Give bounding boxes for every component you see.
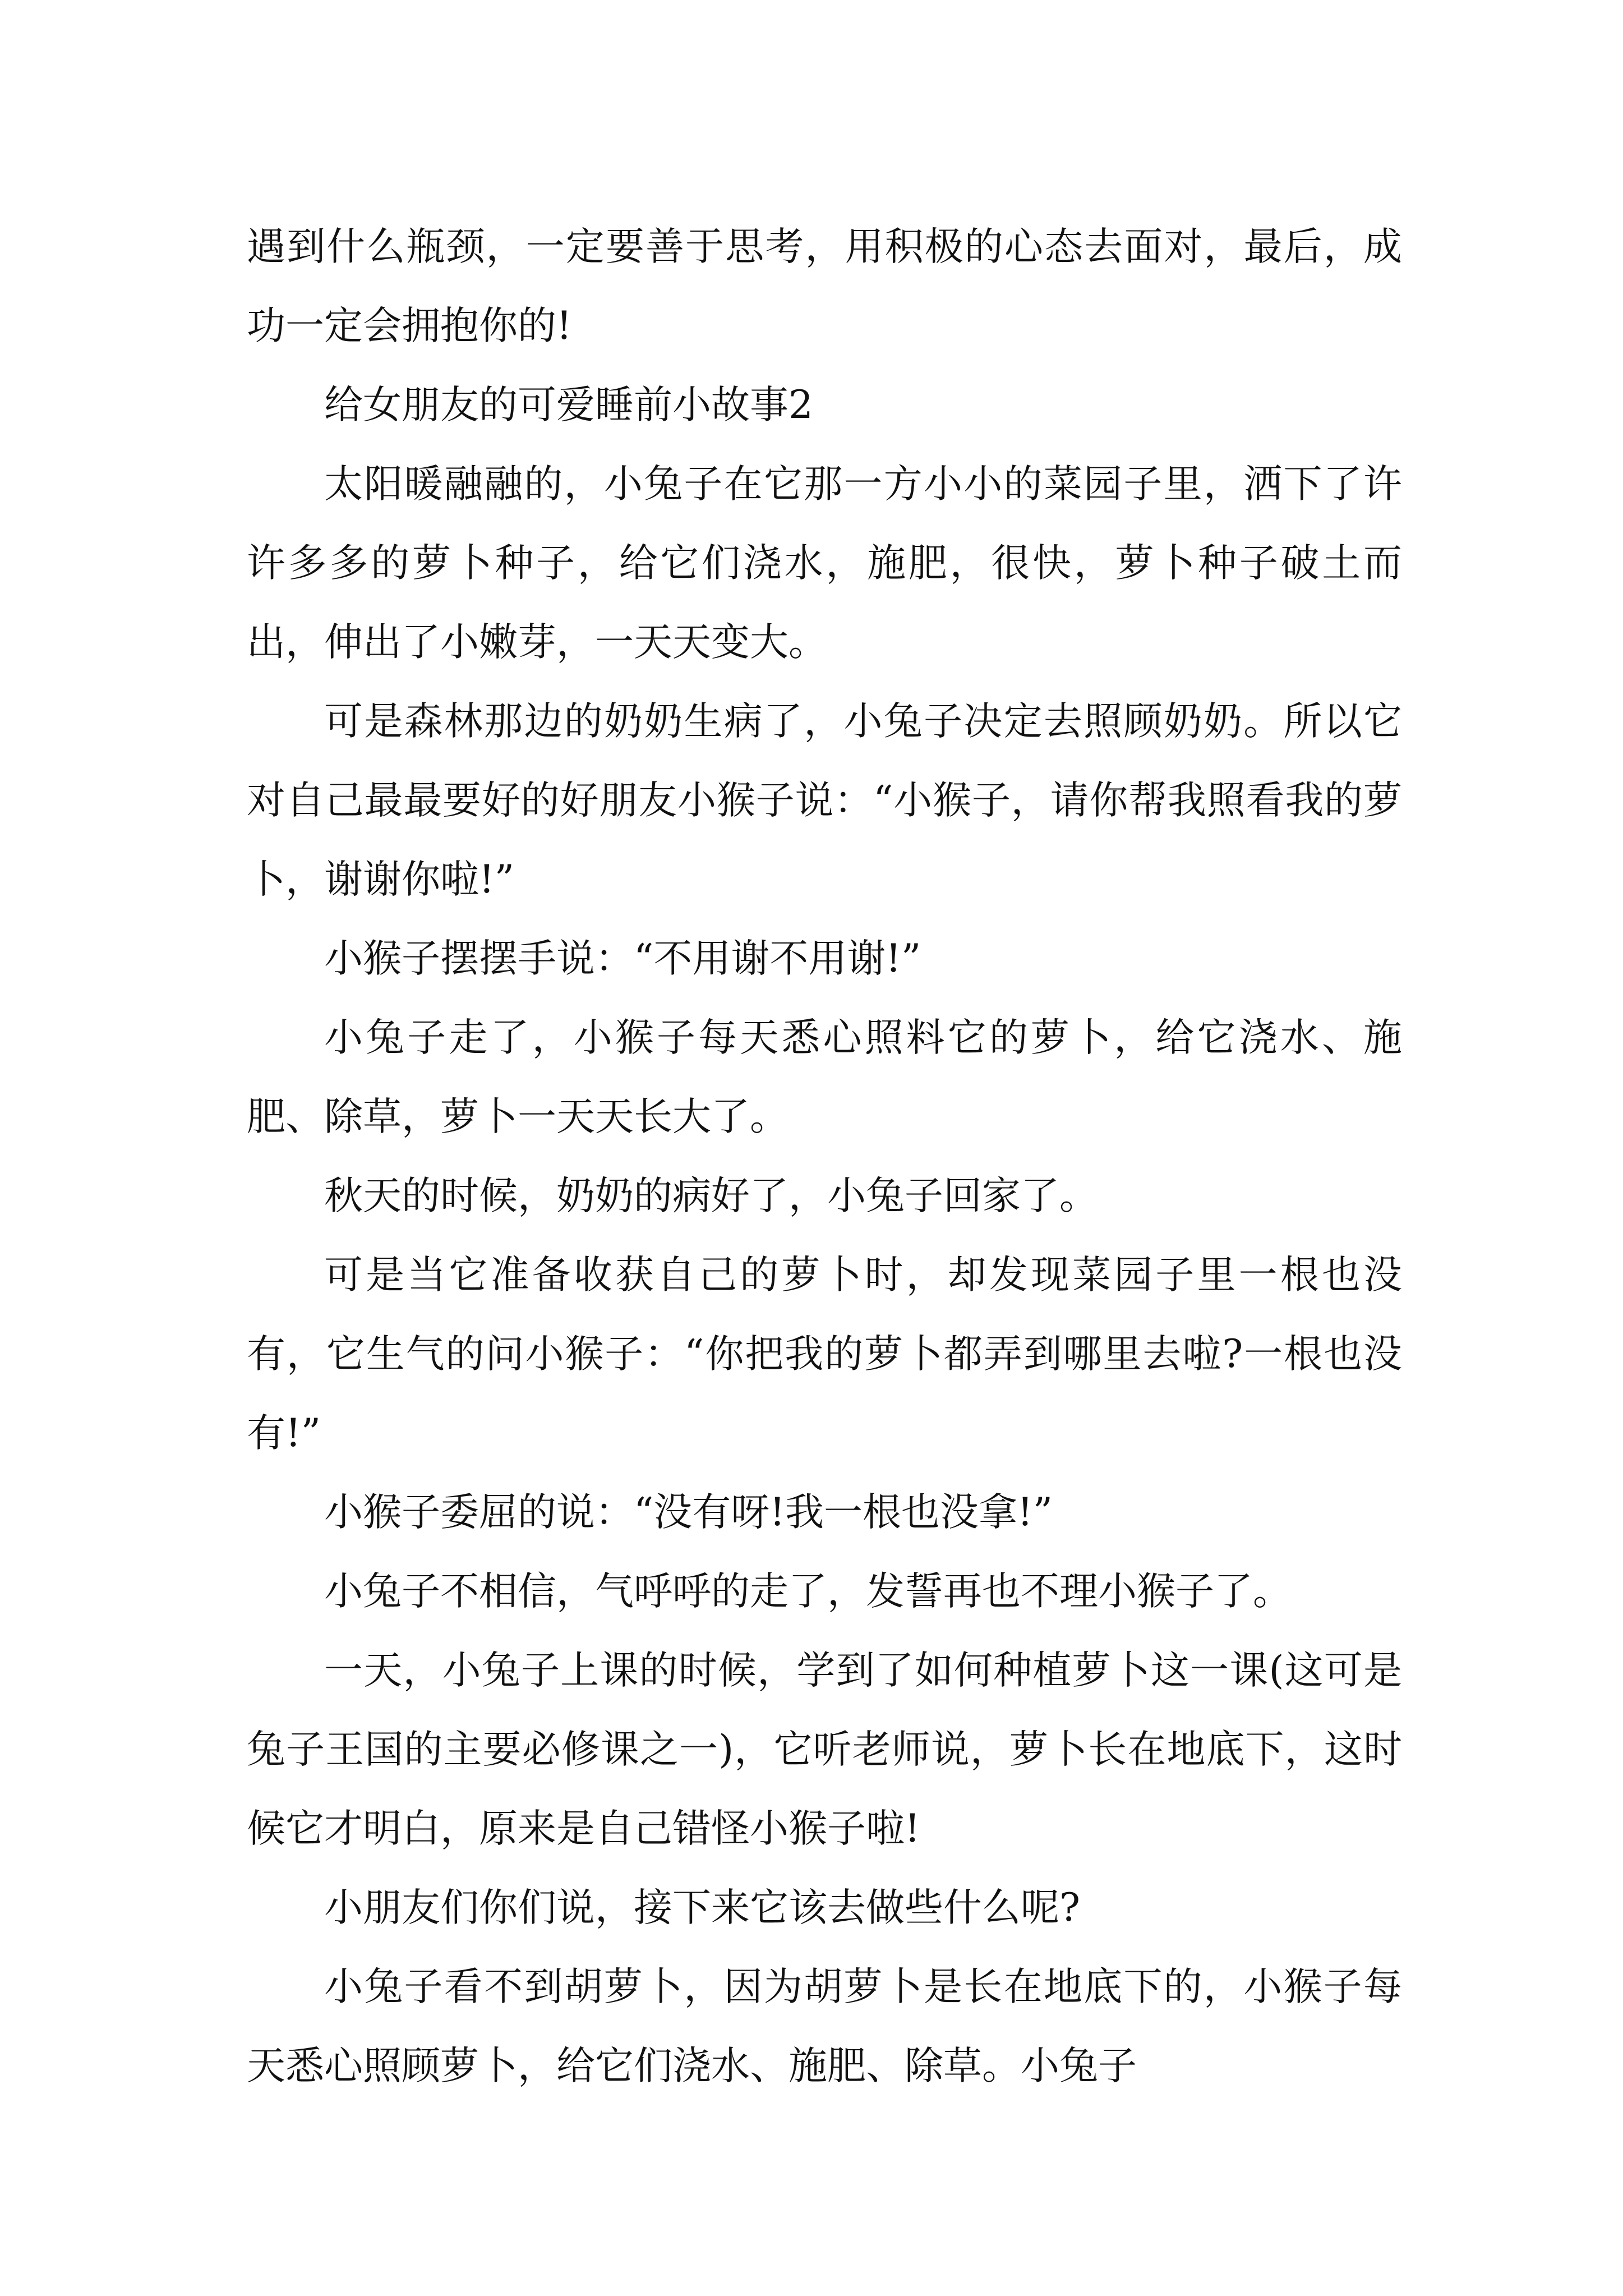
paragraph-1: 遇到什么瓶颈，一定要善于思考，用积极的心态去面对，最后，成功一定会拥抱你的! <box>247 224 1402 348</box>
paragraph-5: 小兔子走了，小猴子每天悉心照料它的萝卜，给它浇水、施肥、除草，萝卜一天天长大了。 <box>247 1015 1402 1139</box>
paragraph-7: 可是当它准备收获自己的萝卜时，却发现菜园子里一根也没有，它生气的问小猴子：“你把我的萝卜都弄到哪里去啦?一根也没有!” <box>247 1253 1402 1456</box>
paragraph-6: 秋天的时候，奶奶的病好了，小兔子回家了。 <box>324 1174 1098 1218</box>
document-body <box>247 208 1402 2106</box>
paragraph-8: 小猴子委屈的说：“没有呀!我一根也没拿!” <box>324 1490 1053 1535</box>
paragraph-11: 小朋友们你们说，接下来它该去做些什么呢? <box>324 1885 1080 1930</box>
section-heading: 给女朋友的可爱睡前小故事2 <box>324 383 813 427</box>
paragraph-3: 可是森林那边的奶奶生病了，小兔子决定去照顾奶奶。所以它对自己最最要好的好朋友小猴子说：“小猴子，请你帮我照看我的萝卜，谢谢你啦!” <box>247 699 1402 902</box>
paragraph-4: 小猴子摆摆手说：“不用谢不用谢!” <box>324 936 921 981</box>
paragraph-10: 一天，小兔子上课的时候，学到了如何种植萝卜这一课(这可是兔子王国的主要必修课之一)，它听老师说，萝卜长在地底下，这时候它才明白，原来是自己错怪小猴子啦! <box>247 1648 1402 1851</box>
paragraph-12: 小兔子看不到胡萝卜，因为胡萝卜是长在地底下的，小猴子每天悉心照顾萝卜，给它们浇水、施肥、除草。小兔子 <box>247 1964 1402 2088</box>
paragraph-9: 小兔子不相信，气呼呼的走了，发誓再也不理小猴子了。 <box>324 1569 1292 1614</box>
paragraph-2: 太阳暖融融的，小兔子在它那一方小小的菜园子里，洒下了许许多多的萝卜种子，给它们浇水，施肥，很快，萝卜种子破土而出，伸出了小嫩芽，一天天变大。 <box>247 462 1402 665</box>
